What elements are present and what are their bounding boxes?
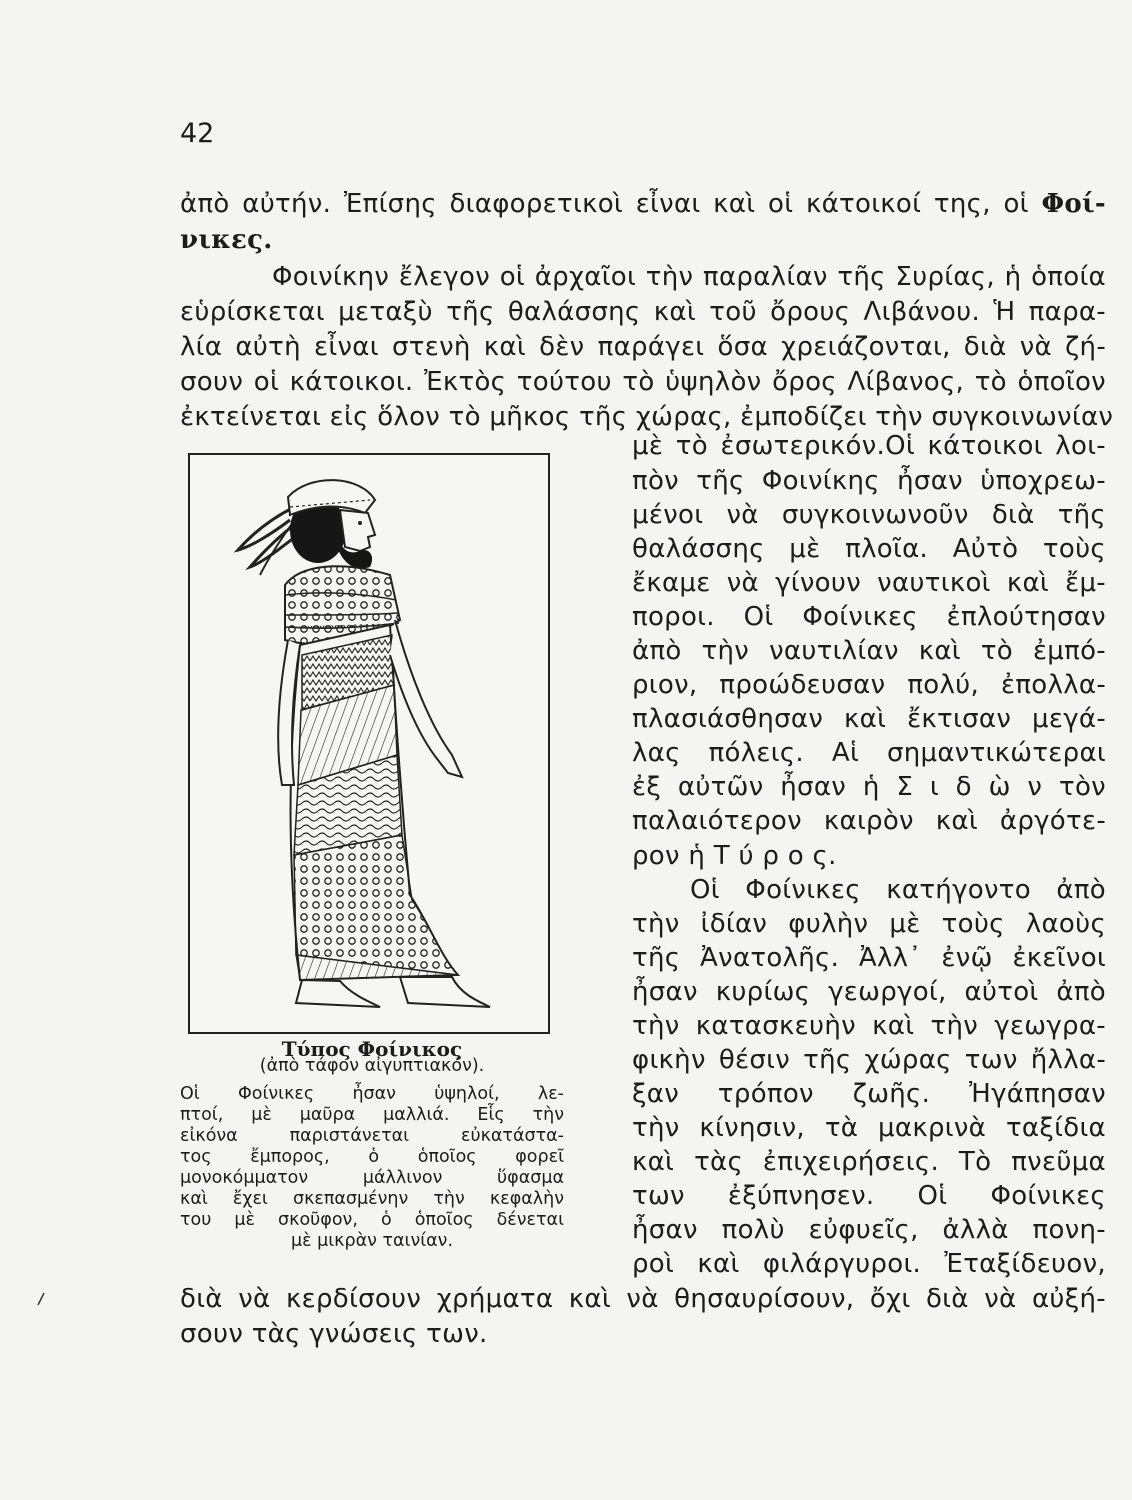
figure-caption-line: μὲ μικρὰν ταινίαν. [290, 1231, 454, 1251]
figure-caption-line: μονοκόμματον μάλλινον ὕφασμα [180, 1168, 564, 1188]
figure-caption-line: (ἀπὸ τάφον αἰγυπτιακόν). [259, 1056, 485, 1076]
column-line: ριον, προώδευσαν πολύ, ἐπολλα- [632, 670, 1106, 700]
figure-caption-line: πτοί, μὲ μαῦρα μαλλιά. Εἷς τὴν [180, 1105, 564, 1125]
text-line-1 [180, 186, 1106, 222]
column-line: τὴν ἰδίαν φυλὴν μὲ τοὺς λαοὺς [632, 909, 1106, 939]
column-line: πὸν τῆς Φοινίκης ἦσαν ὑποχρεω- [632, 466, 1106, 496]
column-line: φικὴν θέσιν τῆς χώρας των ἤλλα- [632, 1045, 1106, 1075]
column-line: τὴν κίνησιν, τὰ μακρινὰ ταξίδια [632, 1113, 1106, 1143]
text-line-1-body: ἀπὸ αὐτήν. Ἐπίσης διαφορετικοὶ εἶναι καὶ οἱ κάτοικοί της, οἱ [180, 189, 1029, 219]
figure-caption-line: Οἱ Φοίνικες ἦσαν ὑψηλοί, λε- [180, 1084, 564, 1104]
column-line: λας πόλεις. Αἱ σημαντικώτεραι [632, 738, 1106, 768]
paragraph-line: σουν τὰς γνώσεις των. [180, 1319, 488, 1349]
column-line: τὴν κατασκευὴν καὶ τὴν γεωγρα- [632, 1011, 1106, 1041]
column-line: μὲ τὸ ἐσωτερικόν.Οἱ κάτοικοι λοι- [632, 431, 1106, 461]
column-line: ἐξ αὐτῶν ἦσαν ἡ Σ ι δ ὼ ν τὸν [632, 772, 1106, 802]
figure-caption-line: καὶ ἔχει σκεπασμένην τὴν κεφαλὴν [180, 1189, 564, 1209]
paragraph-line: σουν οἱ κάτοικοι. Ἐκτὸς τούτου τὸ ὑψηλὸν ὄρος Λίβανος, τὸ ὁποῖον [180, 367, 1106, 397]
figure-caption-line: του μὲ σκοῦφον, ὁ ὁποῖος δένεται [180, 1210, 564, 1230]
column-line: καὶ τὰς ἐπιχειρήσεις. Τὸ πνεῦμα [632, 1147, 1106, 1177]
column-line: ἀπὸ τὴν ναυτιλίαν καὶ τὸ ἐμπό- [632, 636, 1106, 666]
column-line: ἔκαμε νὰ γίνουν ναυτικοὶ καὶ ἔμ- [632, 568, 1106, 598]
paragraph-line: εὑρίσκεται μεταξὺ τῆς θαλάσσης καὶ τοῦ ὄρους Λιβάνου. Ἡ παρα- [180, 297, 1106, 327]
paragraph-line: ἐκτείνεται εἰς ὅλον τὸ μῆκος τῆς χώρας, ἐμποδίζει τὴν συγκοινωνίαν [180, 402, 1114, 432]
column-line: ροὶ καὶ φιλάργυροι. Ἐταξίδευον, [632, 1249, 1106, 1279]
paragraph-line: διὰ νὰ κερδίσουν χρήματα καὶ νὰ θησαυρίσουν, ὄχι διὰ νὰ αὐξή- [180, 1284, 1106, 1314]
phoenicians-bold-word-end: νικες. [180, 225, 273, 255]
margin-mark [36, 1292, 46, 1306]
paragraph-line: Φοινίκην ἔλεγον οἱ ἀρχαῖοι τὴν παραλίαν τῆς Συρίας, ἡ ὁποία [272, 262, 1106, 292]
column-line: ρον ἡ Τ ύ ρ ο ς. [632, 841, 837, 871]
column-line: ξαν τρόπον ζωῆς. Ἠγάπησαν [632, 1079, 1106, 1109]
illustration-frame [188, 453, 550, 1034]
phoenician-figure-drawing [190, 455, 548, 1032]
figure-caption-line: εἰκόνα παριστάνεται εὐκατάστα- [180, 1126, 564, 1146]
column-line: Οἱ Φοίνικες κατήγοντο ἀπὸ [690, 875, 1106, 905]
figure-title: Τύπος Φοίνικος [281, 1037, 463, 1061]
column-line: πλασιάσθησαν καὶ ἔκτισαν μεγά- [632, 704, 1106, 734]
column-line: ἦσαν πολὺ εὐφυεῖς, ἀλλὰ πονη- [632, 1215, 1106, 1245]
figure-caption-line: τος ἔμπορος, ὁ ὁποῖος φορεῖ [180, 1147, 564, 1167]
column-line: ποροι. Οἱ Φοίνικες ἐπλούτησαν [632, 602, 1106, 632]
column-line: θαλάσσης μὲ πλοῖα. Αὐτὸ τοὺς [632, 534, 1106, 564]
column-line: ἦσαν κυρίως γεωργοί, αὐτοὶ ἀπὸ [632, 977, 1106, 1007]
column-line: των ἐξύπνησεν. Οἱ Φοίνικες [632, 1181, 1106, 1211]
column-line: παλαιότερον καιρὸν καὶ ἀργότε- [632, 806, 1106, 836]
column-line: μένοι νὰ συγκοινωνοῦν διὰ τῆς [632, 500, 1106, 530]
page-number: 42 [180, 118, 215, 149]
paragraph-line: λία αὐτὴ εἶναι στενὴ καὶ δὲν παράγει ὅσα χρειάζονται, διὰ νὰ ζή- [180, 332, 1106, 362]
column-line: τῆς Ἀνατολῆς. Ἀλλ᾽ ἐνῷ ἐκεῖνοι [632, 943, 1106, 973]
phoenicians-bold-word: Φοί- [1041, 189, 1106, 219]
